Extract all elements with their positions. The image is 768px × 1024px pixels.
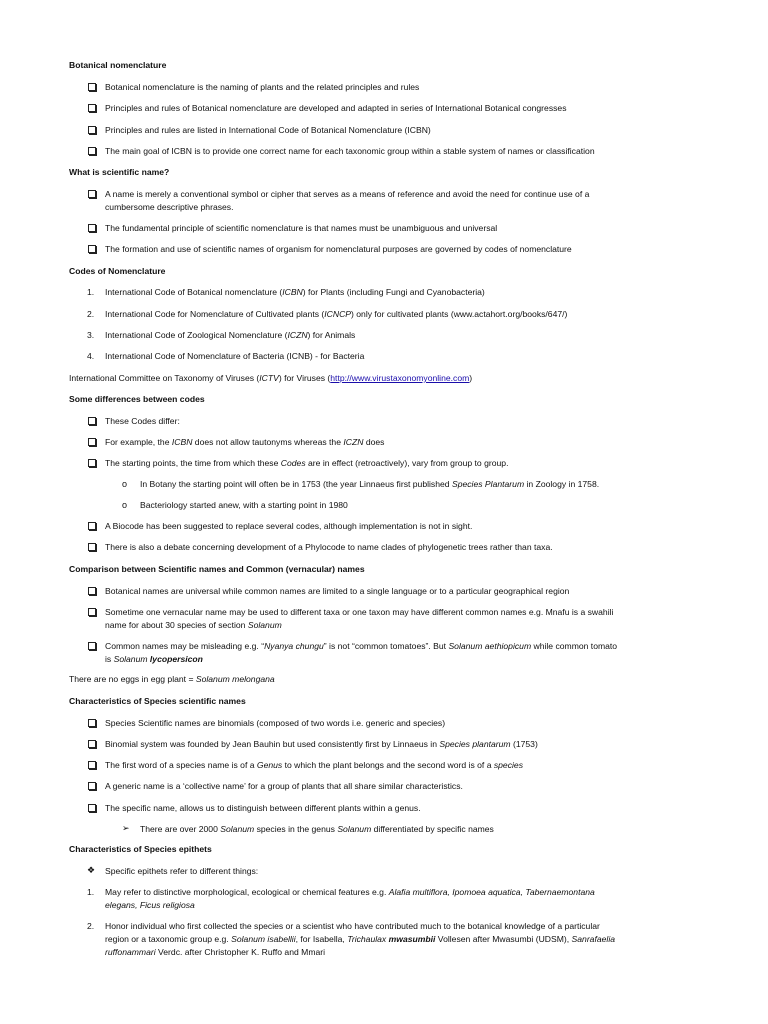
checkbox-bullet-icon — [88, 417, 96, 425]
epithet-item-continuation: ruffonammari Verdc. after Christopher K. Ruffo and Mmari — [105, 947, 326, 957]
list-item: Species Scientific names are binomials (composed of two words i.e. generic and species) — [105, 718, 446, 728]
code-item: International Code for Nomenclature of Cultivated plants (ICNCP) only for cultivated plants (www.actahort.org/books/647/) — [105, 309, 568, 319]
sub-bullet-icon: o — [122, 479, 128, 489]
list-item: A name is merely a conventional symbol or cipher that serves as a means of reference and avoid the need for continue use of a — [105, 189, 590, 199]
list-item-continuation: cumbersome descriptive phrases. — [105, 202, 234, 212]
checkbox-bullet-icon — [88, 224, 96, 232]
viruses-line: International Committee on Taxonomy of Viruses (ICTV) for Viruses (http://www.virustaxonomyonline.com) — [69, 373, 473, 383]
list-item: Principles and rules are listed in International Code of Botanical Nomenclature (ICBN) — [105, 125, 431, 135]
sub-list-item: Bacteriology started anew, with a starting point in 1980 — [140, 500, 348, 510]
checkbox-bullet-icon — [88, 740, 96, 748]
list-number: 1. — [87, 287, 95, 297]
list-item: The first word of a species name is of a Genus to which the plant belongs and the second word is of a species — [105, 760, 523, 770]
virus-taxonomy-link[interactable]: http://www.virustaxonomyonline.com — [330, 373, 470, 383]
checkbox-bullet-icon — [88, 126, 96, 134]
checkbox-bullet-icon — [88, 104, 96, 112]
list-number: 4. — [87, 351, 95, 361]
list-item: The formation and use of scientific names of organism for nomenclatural purposes are governed by codes of nomenclature — [105, 244, 572, 254]
checkbox-bullet-icon — [88, 804, 96, 812]
checkbox-bullet-icon — [88, 719, 96, 727]
list-number: 2. — [87, 309, 95, 319]
eggs-line: There are no eggs in egg plant = Solanum melongana — [69, 674, 275, 684]
epithet-item: Honor individual who first collected the species or a scientist who have contributed much to the botanical knowledge of a particular — [105, 921, 600, 931]
checkbox-bullet-icon — [88, 642, 96, 650]
epithet-item-continuation: elegans, Ficus religiosa — [105, 900, 195, 910]
epithet-item: May refer to distinctive morphological, ecological or chemical features e.g. Alafia multiflora, Ipomoea aquatica, Tabernaemontana — [105, 887, 595, 897]
heading-codes-of-nomenclature: Codes of Nomenclature — [69, 266, 166, 276]
heading-species-scientific-names: Characteristics of Species scientific names — [69, 696, 246, 706]
list-item: Botanical nomenclature is the naming of plants and the related principles and rules — [105, 82, 420, 92]
checkbox-bullet-icon — [88, 587, 96, 595]
checkbox-bullet-icon — [88, 761, 96, 769]
checkbox-bullet-icon — [88, 782, 96, 790]
heading-species-epithets: Characteristics of Species epithets — [69, 844, 212, 854]
checkbox-bullet-icon — [88, 190, 96, 198]
checkbox-bullet-icon — [88, 245, 96, 253]
checkbox-bullet-icon — [88, 608, 96, 616]
code-item: International Code of Botanical nomenclature (ICBN) for Plants (including Fungi and Cyanobacteria) — [105, 287, 485, 297]
list-item: Sometime one vernacular name may be used to different taxa or one taxon may have different common names e.g. Mnafu is a swahili — [105, 607, 614, 617]
heading-differences-between-codes: Some differences between codes — [69, 394, 205, 404]
checkbox-bullet-icon — [88, 522, 96, 530]
arrow-bullet-icon: ➢ — [122, 823, 130, 833]
list-item: For example, the ICBN does not allow tautonyms whereas the ICZN does — [105, 437, 385, 447]
list-item: Common names may be misleading e.g. “Nyanya chungu” is not “common tomatoes”. But Solanum aethiopicum while common tomato — [105, 641, 618, 651]
list-number: 3. — [87, 330, 95, 340]
sub-bullet-icon: o — [122, 500, 128, 510]
checkbox-bullet-icon — [88, 147, 96, 155]
list-item: There is also a debate concerning development of a Phylocode to name clades of phylogenetic trees rather than taxa. — [105, 542, 553, 552]
list-item: The main goal of ICBN is to provide one correct name for each taxonomic group within a stable system of names or classification — [105, 146, 595, 156]
list-item: Botanical names are universal while common names are limited to a single language or to a particular geographical region — [105, 586, 570, 596]
checkbox-bullet-icon — [88, 83, 96, 91]
list-item: A Biocode has been suggested to replace several codes, although implementation is not in sight. — [105, 521, 473, 531]
heading-what-is-scientific-name: What is scientific name? — [69, 167, 170, 177]
list-item-continuation: is Solanum lycopersicon — [105, 654, 203, 664]
list-number: 2. — [87, 921, 95, 931]
checkbox-bullet-icon — [88, 543, 96, 551]
sub-list-item: There are over 2000 Solanum species in the genus Solanum differentiated by specific names — [140, 824, 494, 834]
epithet-item-continuation: region or a taxonomic group e.g. Solanum isabellii, for Isabella, Trichaulax mwasumbii Vollesen after Mwasumbi (UDSM), Sanrafaelia — [105, 934, 616, 944]
list-item-continuation: name for about 30 species of section Solanum — [105, 620, 282, 630]
list-item: Binomial system was founded by Jean Bauhin but used consistently first by Linnaeus in Species plantarum (1753) — [105, 739, 538, 749]
list-item: Specific epithets refer to different things: — [105, 866, 259, 876]
checkbox-bullet-icon — [88, 459, 96, 467]
list-item: Principles and rules of Botanical nomenclature are developed and adapted in series of International Botanical congresses — [105, 103, 567, 113]
code-item: International Code of Nomenclature of Bacteria (ICNB) - for Bacteria — [105, 351, 365, 361]
list-item: The fundamental principle of scientific nomenclature is that names must be unambiguous and universal — [105, 223, 498, 233]
heading-botanical-nomenclature: Botanical nomenclature — [69, 60, 167, 70]
list-item: A generic name is a ‘collective name’ for a group of plants that all share similar characteristics. — [105, 781, 463, 791]
sub-list-item: In Botany the starting point will often be in 1753 (the year Linnaeus first published Species Plantarum in Zoology in 1758. — [140, 479, 600, 489]
list-item: The specific name, allows us to distinguish between different plants within a genus. — [105, 803, 421, 813]
heading-comparison-names: Comparison between Scientific names and Common (vernacular) names — [69, 564, 365, 574]
code-item: International Code of Zoological Nomenclature (ICZN) for Animals — [105, 330, 356, 340]
list-item: These Codes differ: — [105, 416, 180, 426]
checkbox-bullet-icon — [88, 438, 96, 446]
list-number: 1. — [87, 887, 95, 897]
diamond-bullet-icon: ❖ — [87, 865, 96, 875]
list-item: The starting points, the time from which these Codes are in effect (retroactively), vary from group to group. — [105, 458, 509, 468]
